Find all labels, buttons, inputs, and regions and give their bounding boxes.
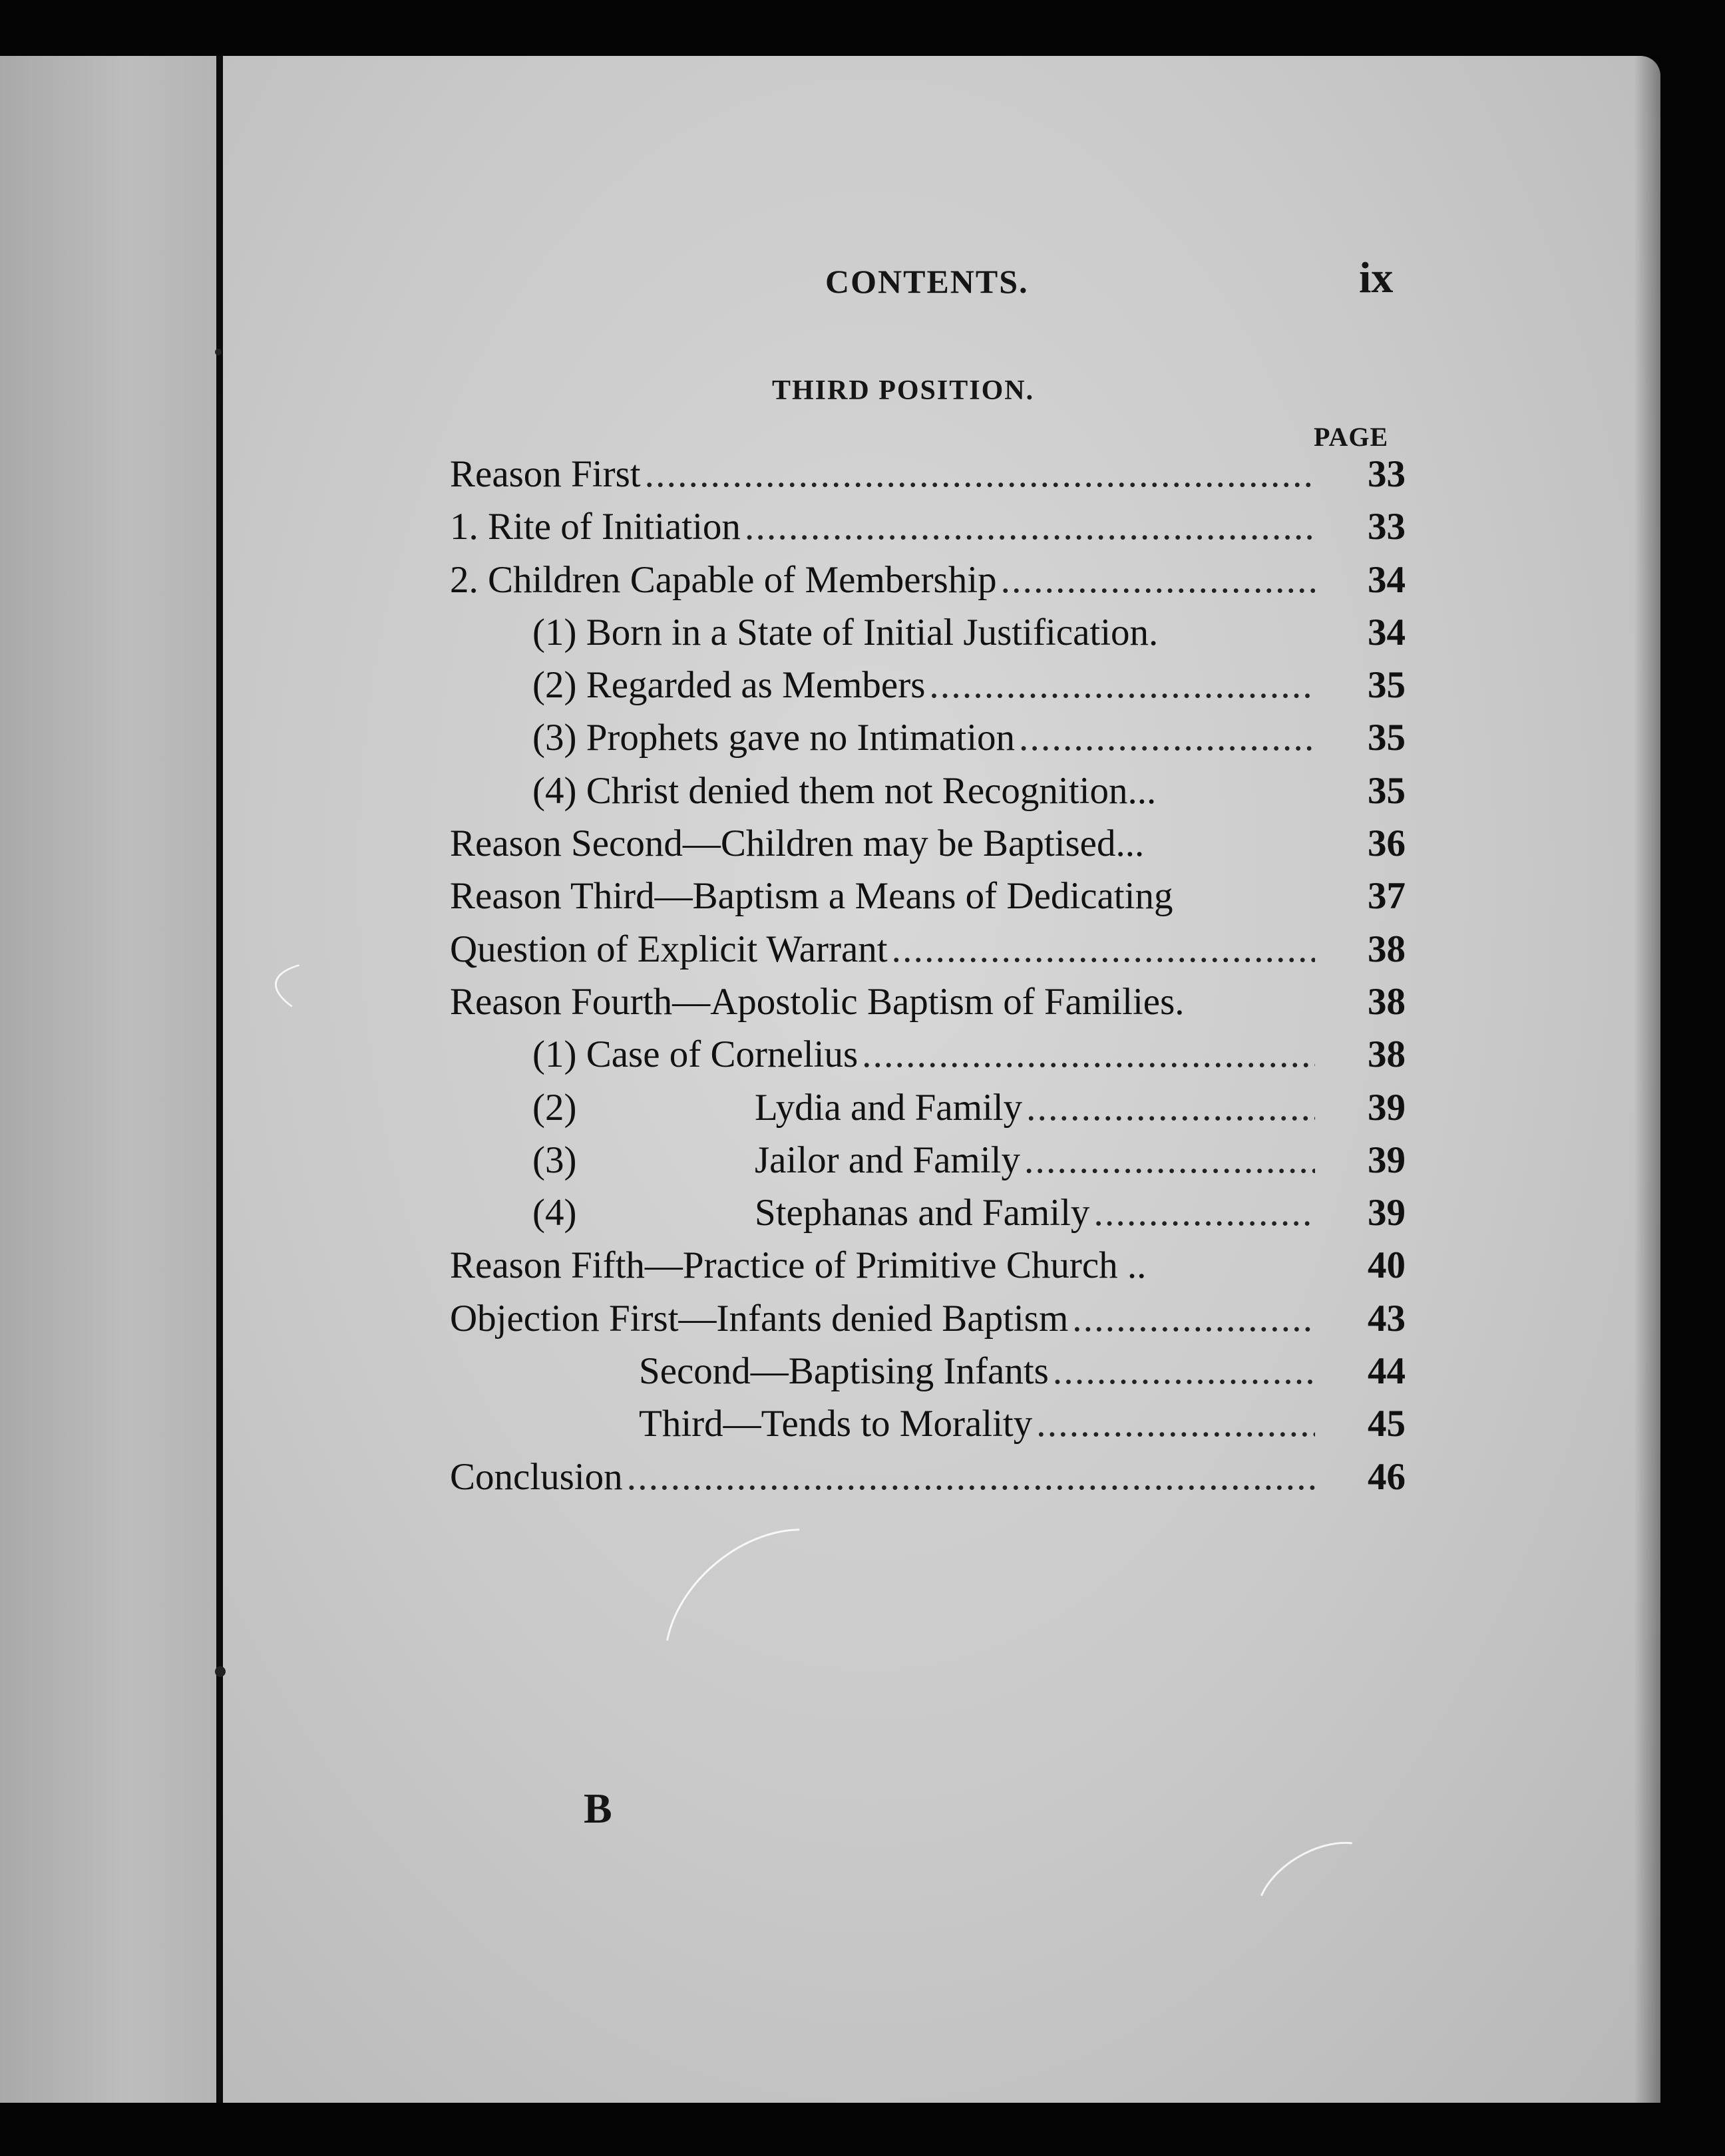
toc-entry: [450, 869, 1406, 922]
toc-entry-page-number: 45: [1368, 1403, 1406, 1445]
toc-entry-title: Lydia and Family: [755, 1086, 1023, 1129]
toc-entry-page-number: 46: [1368, 1455, 1406, 1498]
binding-thread-hole: [215, 1666, 226, 1677]
toc-entry-title: Reason Fifth—Practice of Primitive Church ..: [450, 1244, 1147, 1287]
toc-entry-title: 1. Rite of Initiation: [450, 506, 741, 548]
toc-entry-title: Second—Baptising Infants: [639, 1350, 1049, 1393]
toc-entry-title: Objection First—Infants denied Baptism: [450, 1297, 1069, 1340]
toc-entry-number: (3): [532, 1139, 577, 1181]
toc-entry-page-number: 33: [1368, 506, 1406, 548]
section-heading: THIRD POSITION.: [772, 375, 1035, 406]
toc-entry: [450, 658, 1406, 711]
toc-entry: [450, 1238, 1406, 1291]
toc-entry-page-number: 40: [1368, 1244, 1406, 1287]
toc-entry-page-number: 34: [1368, 558, 1406, 601]
dot-leader: [1036, 1402, 1315, 1445]
table-of-contents: [450, 447, 1406, 1503]
toc-entry-title: Stephanas and Family: [755, 1192, 1090, 1234]
toc-entry-title: Jailor and Family: [755, 1139, 1020, 1181]
toc-entry-page-number: 36: [1368, 822, 1406, 865]
binding-thread-hole: [215, 349, 222, 355]
toc-entry-page-number: 37: [1368, 875, 1406, 918]
toc-entry-page-number: 38: [1368, 928, 1406, 970]
running-title: CONTENTS.: [825, 263, 1029, 300]
dot-leader: [1053, 1349, 1315, 1393]
toc-entry: [450, 975, 1406, 1027]
page-column-label: PAGE: [1314, 422, 1389, 452]
toc-entry: [450, 711, 1406, 763]
facing-page-edge: [0, 56, 216, 2103]
dot-leader: [929, 663, 1315, 707]
dot-leader: [645, 452, 1315, 496]
toc-entry: [450, 500, 1406, 552]
toc-entry-title: Conclusion: [450, 1455, 623, 1498]
toc-entry-page-number: 33: [1368, 453, 1406, 495]
dot-leader: [745, 505, 1315, 548]
toc-entry: [450, 764, 1406, 816]
toc-entry-page-number: 35: [1368, 664, 1406, 707]
dot-leader: [862, 1033, 1315, 1076]
toc-entry-title: (1) Case of Cornelius: [532, 1033, 859, 1076]
toc-entry-number: (2): [532, 1086, 577, 1129]
toc-entry: [450, 1133, 1406, 1186]
dot-leader: [627, 1455, 1315, 1499]
toc-entry: [450, 553, 1406, 606]
dot-leader: [1024, 1139, 1315, 1182]
toc-entry-page-number: 38: [1368, 980, 1406, 1023]
dot-leader: [892, 928, 1315, 971]
toc-entry-title: (2) Regarded as Members: [532, 664, 926, 707]
toc-entry-title: (3) Prophets gave no Intimation: [532, 717, 1016, 759]
toc-entry-page-number: 38: [1368, 1033, 1406, 1076]
toc-entry-title: Reason Second—Children may be Baptised...: [450, 822, 1145, 865]
toc-entry-title: 2. Children Capable of Membership: [450, 558, 997, 601]
toc-entry: [450, 606, 1406, 658]
folio-page-number: ix: [1359, 254, 1394, 302]
toc-entry: [450, 1027, 1406, 1080]
toc-entry: [450, 922, 1406, 975]
toc-entry-title: Third—Tends to Morality: [639, 1403, 1033, 1445]
toc-entry: [450, 447, 1406, 500]
toc-entry-page-number: 39: [1368, 1192, 1406, 1234]
toc-entry: [450, 1081, 1406, 1133]
dot-leader: [1072, 1297, 1315, 1340]
printer-signature-mark: B: [584, 1785, 612, 1832]
toc-entry-title: Question of Explicit Warrant: [450, 928, 888, 970]
dot-leader: [1026, 1086, 1315, 1129]
dot-leader: [1093, 1191, 1315, 1234]
dot-leader: [1019, 716, 1315, 759]
toc-entry-page-number: 44: [1368, 1350, 1406, 1393]
toc-entry: [450, 816, 1406, 869]
toc-entry-page-number: 34: [1368, 611, 1406, 653]
toc-entry-page-number: 43: [1368, 1297, 1406, 1340]
toc-entry-page-number: 35: [1368, 769, 1406, 812]
toc-entry: [450, 1344, 1406, 1397]
toc-entry-title: Reason First: [450, 453, 641, 495]
toc-entry-title: (1) Born in a State of Initial Justification.: [532, 611, 1159, 653]
toc-entry: [450, 1450, 1406, 1503]
toc-entry-page-number: 39: [1368, 1086, 1406, 1129]
toc-entry: [450, 1397, 1406, 1449]
toc-entry-title: Reason Third—Baptism a Means of Dedicating: [450, 875, 1173, 918]
toc-entry: [450, 1292, 1406, 1344]
toc-entry-number: (4): [532, 1192, 577, 1234]
toc-entry-page-number: 35: [1368, 717, 1406, 759]
toc-entry: [450, 1186, 1406, 1238]
toc-entry-page-number: 39: [1368, 1139, 1406, 1181]
toc-entry-title: (4) Christ denied them not Recognition...: [532, 769, 1157, 812]
dot-leader: [1001, 558, 1315, 602]
toc-entry-title: Reason Fourth—Apostolic Baptism of Families.: [450, 980, 1185, 1023]
book-gutter: [216, 56, 223, 2103]
